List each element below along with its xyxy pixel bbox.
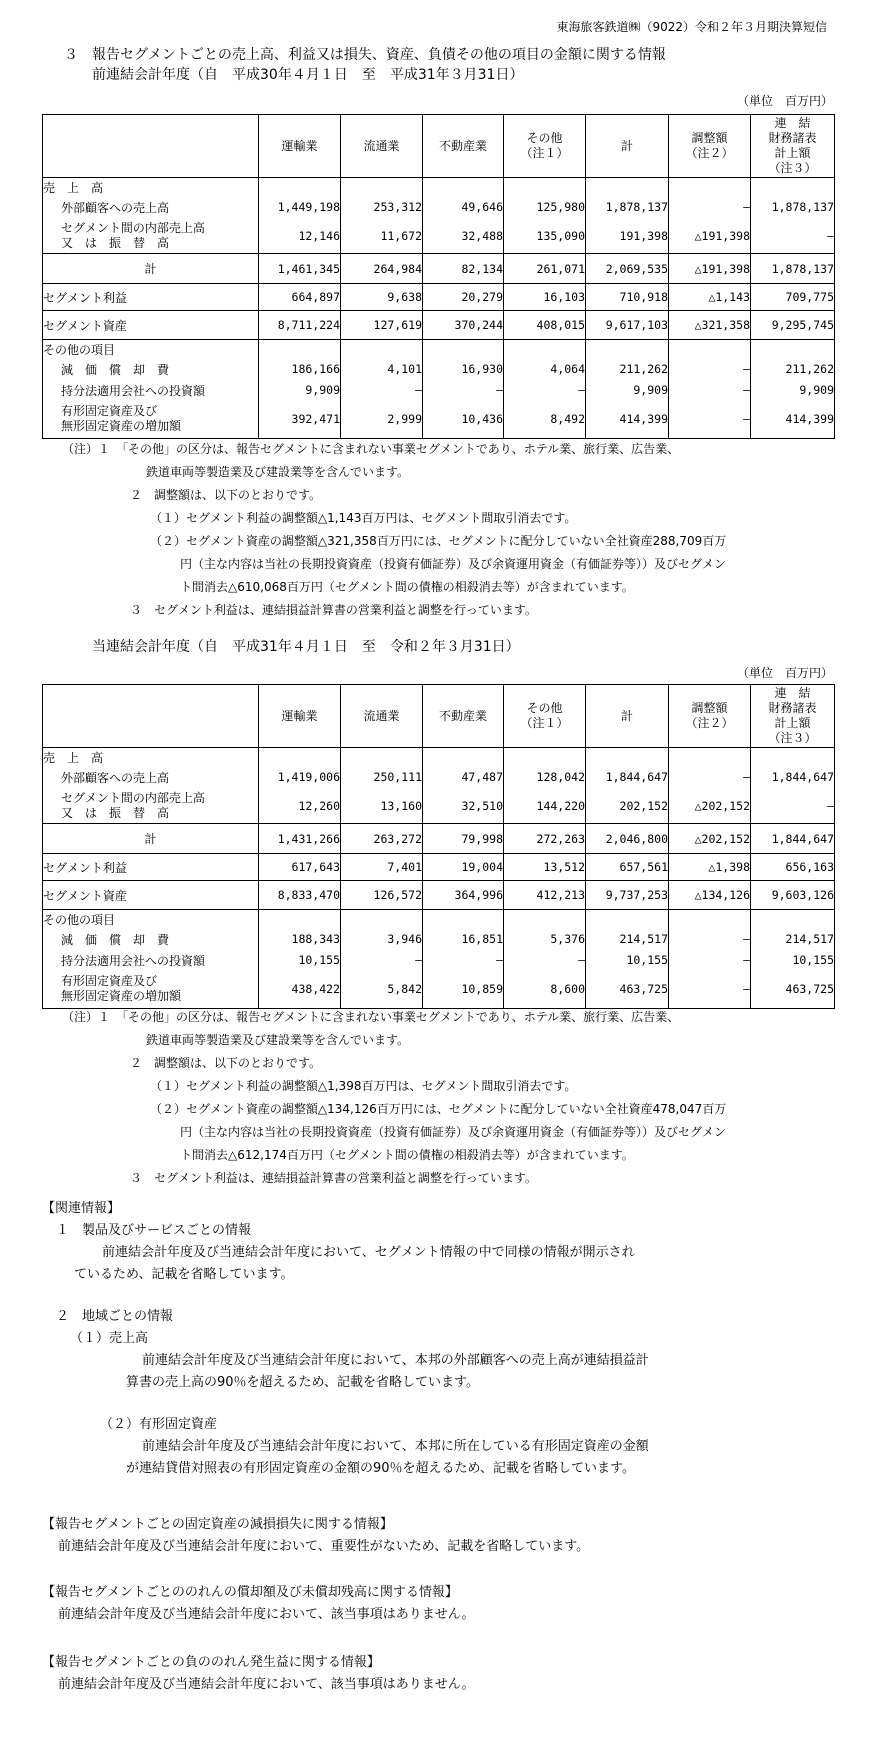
external-sales-row — [43, 766, 835, 788]
external-sales-value: 253,312 — [341, 196, 423, 218]
capex-value: ― — [669, 400, 751, 439]
external-sales-value: 125,980 — [504, 196, 586, 218]
intersegment-sales-value: △191,398 — [669, 218, 751, 254]
impairment-section — [42, 1514, 589, 1558]
segment-profit-value: 656,163 — [751, 854, 835, 881]
equity-investment-row — [43, 950, 835, 970]
total-value: 2,069,535 — [586, 254, 669, 284]
intersegment-sales-value: 12,260 — [259, 788, 341, 824]
total-value: 272,263 — [504, 824, 586, 854]
equity-investment-value: 10,155 — [259, 950, 341, 970]
depreciation-value: 3,946 — [341, 928, 423, 950]
other-items-heading-value — [423, 340, 504, 359]
total-value: 79,998 — [423, 824, 504, 854]
total-value: 1,844,647 — [751, 824, 835, 854]
column-header: 連 結 財務諸表 計上額 （注３） — [751, 115, 835, 178]
total-value: 1,431,266 — [259, 824, 341, 854]
product-service-title: １ 製品及びサービスごとの情報 — [56, 1223, 252, 1238]
segment-profit-value: 617,643 — [259, 854, 341, 881]
external-sales-value: 1,419,006 — [259, 766, 341, 788]
capex-value: 463,725 — [751, 970, 835, 1009]
segment-assets-value: 127,619 — [341, 311, 423, 340]
capex-label-line1: 有形固定資産及び — [61, 974, 158, 988]
capex-value: 414,399 — [751, 400, 835, 439]
intersegment-sales-label-line1: セグメント間の内部売上高 — [61, 790, 205, 805]
sales-heading-value — [586, 178, 669, 197]
segment-assets-value: 9,295,745 — [751, 311, 835, 340]
prior-year-segment-table — [42, 114, 835, 439]
intersegment-sales-value: 12,146 — [259, 218, 341, 254]
external-sales-value: 1,878,137 — [586, 196, 669, 218]
note-line: （２）セグメント資産の調整額△134,126百万円には、セグメントに配分していない全社資産478,047百万 — [150, 1102, 727, 1116]
external-sales-value: 47,487 — [423, 766, 504, 788]
segment-assets-value: 370,244 — [423, 311, 504, 340]
region-ppe-title: （２）有形固定資産 — [100, 1417, 218, 1432]
equity-investment-value: ― — [341, 950, 423, 970]
segment-profit-label: セグメント利益 — [43, 284, 259, 311]
other-items-heading-value — [586, 340, 669, 359]
region-sales-body-1: 前連結会計年度及び当連結会計年度において、本邦の外部顧客への売上高が連結損益計 — [142, 1353, 649, 1368]
intersegment-sales-value: 191,398 — [586, 218, 669, 254]
total-value: 2,046,800 — [586, 824, 669, 854]
region-title: ２ 地域ごとの情報 — [56, 1309, 174, 1324]
current-year-notes — [42, 1006, 726, 1190]
sales-heading-value — [259, 748, 341, 767]
capex-value: 438,422 — [259, 970, 341, 1009]
segment-assets-value: 364,996 — [423, 881, 504, 910]
capex-row — [43, 970, 835, 1009]
segment-profit-value: 16,103 — [504, 284, 586, 311]
other-items-heading-value — [751, 910, 835, 929]
note-line: 円（主な内容は当社の長期投資資産（投資有価証券）及び余資運用資金（有価証券等））及びセグメン — [180, 557, 726, 571]
sales-heading-label: 売 上 高 — [43, 178, 259, 197]
sales-heading-value — [423, 748, 504, 767]
other-items-heading-value — [751, 340, 835, 359]
column-header: 不動産業 — [423, 115, 504, 178]
segment-profit-value: 20,279 — [423, 284, 504, 311]
segment-assets-value: △321,358 — [669, 311, 751, 340]
segment-profit-label: セグメント利益 — [43, 854, 259, 881]
total-label: 計 — [43, 254, 259, 284]
external-sales-value: 49,646 — [423, 196, 504, 218]
total-value: 1,878,137 — [751, 254, 835, 284]
intersegment-sales-label-line2: 又 は 振 替 高 — [61, 805, 170, 820]
note-line: （注）１ 「その他」の区分は、報告セグメントに含まれない事業セグメントであり、ホテル業、旅行業、広告業、 — [62, 1010, 680, 1024]
equity-investment-value: 10,155 — [751, 950, 835, 970]
goodwill-section — [42, 1582, 475, 1626]
segment-profit-row — [43, 854, 835, 881]
section-title: ３ 報告セグメントごとの売上高、利益又は損失、資産、負債その他の項目の金額に関する情報 — [64, 47, 666, 63]
column-header: 調整額 （注２） — [669, 115, 751, 178]
intersegment-sales-label — [43, 218, 259, 254]
equity-investment-value: ― — [504, 380, 586, 400]
negative-goodwill-section — [42, 1652, 475, 1696]
sales-heading-value — [586, 748, 669, 767]
other-items-heading-value — [669, 340, 751, 359]
segment-profit-value: △1,398 — [669, 854, 751, 881]
intersegment-sales-value: 135,090 — [504, 218, 586, 254]
capex-value: 10,859 — [423, 970, 504, 1009]
intersegment-sales-label-line1: セグメント間の内部売上高 — [61, 220, 205, 235]
segment-assets-value: 8,711,224 — [259, 311, 341, 340]
capex-label — [43, 400, 259, 439]
sales-heading-value — [504, 178, 586, 197]
intersegment-sales-value: 11,672 — [341, 218, 423, 254]
column-header: 計 — [586, 115, 669, 178]
equity-investment-value: ― — [504, 950, 586, 970]
region-ppe-body-2: が連結貸借対照表の有形固定資産の金額の90％を超えるため、記載を省略しています。 — [126, 1461, 635, 1476]
total-value: 1,461,345 — [259, 254, 341, 284]
equity-investment-value: ― — [669, 950, 751, 970]
capex-value: 463,725 — [586, 970, 669, 1009]
external-sales-label: 外部顧客への売上高 — [43, 196, 259, 218]
external-sales-value: 250,111 — [341, 766, 423, 788]
intersegment-sales-value: 202,152 — [586, 788, 669, 824]
sales-heading-row — [43, 178, 835, 197]
segment-assets-value: 8,833,470 — [259, 881, 341, 910]
goodwill-body: 前連結会計年度及び当連結会計年度において、該当事項はありません。 — [58, 1607, 475, 1622]
sales-heading-value — [341, 748, 423, 767]
sales-heading-row — [43, 748, 835, 767]
sales-heading-value — [423, 178, 504, 197]
depreciation-value: 4,101 — [341, 358, 423, 380]
total-value: 261,071 — [504, 254, 586, 284]
note-line: ３ セグメント利益は、連結損益計算書の営業利益と調整を行っています。 — [130, 1171, 537, 1185]
segment-assets-value: △134,126 — [669, 881, 751, 910]
header-blank — [43, 685, 259, 748]
capex-row — [43, 400, 835, 439]
segment-assets-value: 9,603,126 — [751, 881, 835, 910]
other-items-heading-value — [423, 910, 504, 929]
note-line: （１）セグメント利益の調整額△1,143百万円は、セグメント間取引消去です。 — [150, 511, 577, 525]
prior-year-notes — [42, 438, 726, 622]
external-sales-label: 外部顧客への売上高 — [43, 766, 259, 788]
other-items-heading-value — [586, 910, 669, 929]
other-items-heading-label: その他の項目 — [43, 340, 259, 359]
sales-heading-value — [751, 748, 835, 767]
other-items-heading-value — [341, 910, 423, 929]
equity-investment-label: 持分法適用会社への投資額 — [43, 950, 259, 970]
segment-profit-value: △1,143 — [669, 284, 751, 311]
equity-investment-value: 9,909 — [751, 380, 835, 400]
note-line: （注）１ 「その他」の区分は、報告セグメントに含まれない事業セグメントであり、ホテル業、旅行業、広告業、 — [62, 442, 680, 456]
capex-label-line1: 有形固定資産及び — [61, 404, 158, 418]
segment-assets-label: セグメント資産 — [43, 881, 259, 910]
product-service-body-2: ているため、記載を省略しています。 — [74, 1267, 294, 1282]
equity-investment-value: ― — [423, 380, 504, 400]
total-value: △202,152 — [669, 824, 751, 854]
sales-heading-value — [504, 748, 586, 767]
capex-value: 2,999 — [341, 400, 423, 439]
other-items-heading-row — [43, 340, 835, 359]
current-unit-label: （単位 百万円） — [736, 666, 833, 680]
goodwill-heading: 【報告セグメントごとののれんの償却額及び未償却残高に関する情報】 — [42, 1585, 458, 1600]
intersegment-sales-row — [43, 218, 835, 254]
sales-heading-value — [259, 178, 341, 197]
total-value: 263,272 — [341, 824, 423, 854]
segment-assets-value: 408,015 — [504, 311, 586, 340]
equity-investment-row — [43, 380, 835, 400]
sales-heading-value — [669, 748, 751, 767]
column-header: 調整額 （注２） — [669, 685, 751, 748]
equity-investment-value: 10,155 — [586, 950, 669, 970]
depreciation-value: 211,262 — [586, 358, 669, 380]
equity-investment-value: 9,909 — [586, 380, 669, 400]
segment-profit-value: 13,512 — [504, 854, 586, 881]
segment-profit-value: 657,561 — [586, 854, 669, 881]
note-line: 鉄道車両等製造業及び建設業等を含んでいます。 — [146, 1033, 410, 1047]
related-info-heading: 【関連情報】 — [42, 1201, 121, 1216]
column-header: 運輸業 — [259, 115, 341, 178]
column-header: 流通業 — [341, 685, 423, 748]
depreciation-value: 16,930 — [423, 358, 504, 380]
capex-value: 5,842 — [341, 970, 423, 1009]
external-sales-value: 1,844,647 — [586, 766, 669, 788]
intersegment-sales-value: 144,220 — [504, 788, 586, 824]
sales-heading-value — [751, 178, 835, 197]
total-value: 264,984 — [341, 254, 423, 284]
capex-label — [43, 970, 259, 1009]
equity-investment-label: 持分法適用会社への投資額 — [43, 380, 259, 400]
note-line: ３ セグメント利益は、連結損益計算書の営業利益と調整を行っています。 — [130, 603, 537, 617]
other-items-heading-value — [341, 340, 423, 359]
negative-goodwill-heading: 【報告セグメントごとの負ののれん発生益に関する情報】 — [42, 1655, 380, 1670]
equity-investment-value: ― — [341, 380, 423, 400]
sales-heading-label: 売 上 高 — [43, 748, 259, 767]
intersegment-sales-value: ― — [751, 788, 835, 824]
capex-value: 392,471 — [259, 400, 341, 439]
total-row — [43, 254, 835, 284]
region-sales-title: （１）売上高 — [70, 1331, 149, 1346]
note-line: ２ 調整額は、以下のとおりです。 — [130, 488, 322, 502]
region-sales-body-2: 算書の売上高の90％を超えるため、記載を省略しています。 — [126, 1375, 479, 1390]
external-sales-value: 1,844,647 — [751, 766, 835, 788]
column-header: 計 — [586, 685, 669, 748]
sales-heading-value — [669, 178, 751, 197]
equity-investment-value: 9,909 — [259, 380, 341, 400]
depreciation-value: 186,166 — [259, 358, 341, 380]
header-blank — [43, 115, 259, 178]
segment-profit-value: 710,918 — [586, 284, 669, 311]
header-row — [43, 115, 835, 178]
other-items-heading-value — [259, 340, 341, 359]
depreciation-row — [43, 928, 835, 950]
column-header: 運輸業 — [259, 685, 341, 748]
segment-assets-value: 412,213 — [504, 881, 586, 910]
total-value: 82,134 — [423, 254, 504, 284]
other-items-heading-row — [43, 910, 835, 929]
depreciation-label: 減 価 償 却 費 — [43, 358, 259, 380]
intersegment-sales-value: △202,152 — [669, 788, 751, 824]
prior-unit-label: （単位 百万円） — [736, 94, 833, 108]
segment-assets-value: 126,572 — [341, 881, 423, 910]
prior-period-title: 前連結会計年度（自 平成30年４月１日 至 平成31年３月31日） — [92, 67, 524, 83]
segment-assets-value: 9,617,103 — [586, 311, 669, 340]
segment-assets-row — [43, 881, 835, 910]
sales-heading-value — [341, 178, 423, 197]
header-row — [43, 685, 835, 748]
depreciation-value: 188,343 — [259, 928, 341, 950]
depreciation-value: 4,064 — [504, 358, 586, 380]
external-sales-value: ― — [669, 196, 751, 218]
intersegment-sales-row — [43, 788, 835, 824]
product-service-body-1: 前連結会計年度及び当連結会計年度において、セグメント情報の中で同様の情報が開示され — [102, 1245, 635, 1260]
intersegment-sales-label-line2: 又 は 振 替 高 — [61, 235, 170, 250]
intersegment-sales-label — [43, 788, 259, 824]
equity-investment-value: ― — [669, 380, 751, 400]
capex-value: ― — [669, 970, 751, 1009]
capex-label-line2: 無形固定資産の増加額 — [61, 419, 182, 433]
impairment-body: 前連結会計年度及び当連結会計年度において、重要性がないため、記載を省略しています。 — [58, 1539, 590, 1554]
current-year-segment-table — [42, 684, 835, 1009]
other-items-heading-value — [504, 340, 586, 359]
segment-profit-value: 19,004 — [423, 854, 504, 881]
note-line: （２）セグメント資産の調整額△321,358百万円には、セグメントに配分していない全社資産288,709百万 — [150, 534, 727, 548]
other-items-heading-value — [504, 910, 586, 929]
segment-assets-row — [43, 311, 835, 340]
capex-value: 414,399 — [586, 400, 669, 439]
segment-profit-value: 9,638 — [341, 284, 423, 311]
segment-profit-value: 7,401 — [341, 854, 423, 881]
external-sales-value: 1,449,198 — [259, 196, 341, 218]
depreciation-value: 16,851 — [423, 928, 504, 950]
external-sales-value: 128,042 — [504, 766, 586, 788]
external-sales-value: 1,878,137 — [751, 196, 835, 218]
depreciation-value: 214,517 — [586, 928, 669, 950]
other-items-heading-label: その他の項目 — [43, 910, 259, 929]
depreciation-value: 214,517 — [751, 928, 835, 950]
capex-label-line2: 無形固定資産の増加額 — [61, 989, 182, 1003]
capex-value: 8,600 — [504, 970, 586, 1009]
column-header: 不動産業 — [423, 685, 504, 748]
equity-investment-value: ― — [423, 950, 504, 970]
total-value: △191,398 — [669, 254, 751, 284]
depreciation-label: 減 価 償 却 費 — [43, 928, 259, 950]
depreciation-value: ― — [669, 358, 751, 380]
segment-profit-value: 709,775 — [751, 284, 835, 311]
intersegment-sales-value: 32,488 — [423, 218, 504, 254]
capex-value: 8,492 — [504, 400, 586, 439]
column-header: 流通業 — [341, 115, 423, 178]
note-line: 円（主な内容は当社の長期投資資産（投資有価証券）及び余資運用資金（有価証券等））及びセグメン — [180, 1125, 726, 1139]
note-line: ２ 調整額は、以下のとおりです。 — [130, 1056, 322, 1070]
current-period-title: 当連結会計年度（自 平成31年４月１日 至 令和２年３月31日） — [92, 639, 520, 655]
capex-value: 10,436 — [423, 400, 504, 439]
intersegment-sales-value: 13,160 — [341, 788, 423, 824]
column-header: 連 結 財務諸表 計上額 （注３） — [751, 685, 835, 748]
column-header: その他 （注１） — [504, 685, 586, 748]
document-header: 東海旅客鉄道㈱（9022）令和２年３月期決算短信 — [556, 20, 827, 34]
impairment-heading: 【報告セグメントごとの固定資産の減損損失に関する情報】 — [42, 1517, 393, 1532]
external-sales-value: ― — [669, 766, 751, 788]
depreciation-value: 211,262 — [751, 358, 835, 380]
note-line: （１）セグメント利益の調整額△1,398百万円は、セグメント間取引消去です。 — [150, 1079, 577, 1093]
segment-profit-value: 664,897 — [259, 284, 341, 311]
depreciation-row — [43, 358, 835, 380]
total-label: 計 — [43, 824, 259, 854]
column-header: その他 （注１） — [504, 115, 586, 178]
note-line: 鉄道車両等製造業及び建設業等を含んでいます。 — [146, 465, 410, 479]
depreciation-value: ― — [669, 928, 751, 950]
intersegment-sales-value: 32,510 — [423, 788, 504, 824]
segment-assets-label: セグメント資産 — [43, 311, 259, 340]
negative-goodwill-body: 前連結会計年度及び当連結会計年度において、該当事項はありません。 — [58, 1677, 475, 1692]
region-ppe-body-1: 前連結会計年度及び当連結会計年度において、本邦に所在している有形固定資産の金額 — [142, 1439, 649, 1454]
related-info-section — [42, 1198, 649, 1480]
other-items-heading-value — [259, 910, 341, 929]
segment-profit-row — [43, 284, 835, 311]
external-sales-row — [43, 196, 835, 218]
intersegment-sales-value: ― — [751, 218, 835, 254]
note-line: ト間消去△610,068百万円（セグメント間の債権の相殺消去等）が含まれています。 — [180, 580, 634, 594]
note-line: ト間消去△612,174百万円（セグメント間の債権の相殺消去等）が含まれています。 — [180, 1148, 634, 1162]
depreciation-value: 5,376 — [504, 928, 586, 950]
other-items-heading-value — [669, 910, 751, 929]
segment-assets-value: 9,737,253 — [586, 881, 669, 910]
total-row — [43, 824, 835, 854]
